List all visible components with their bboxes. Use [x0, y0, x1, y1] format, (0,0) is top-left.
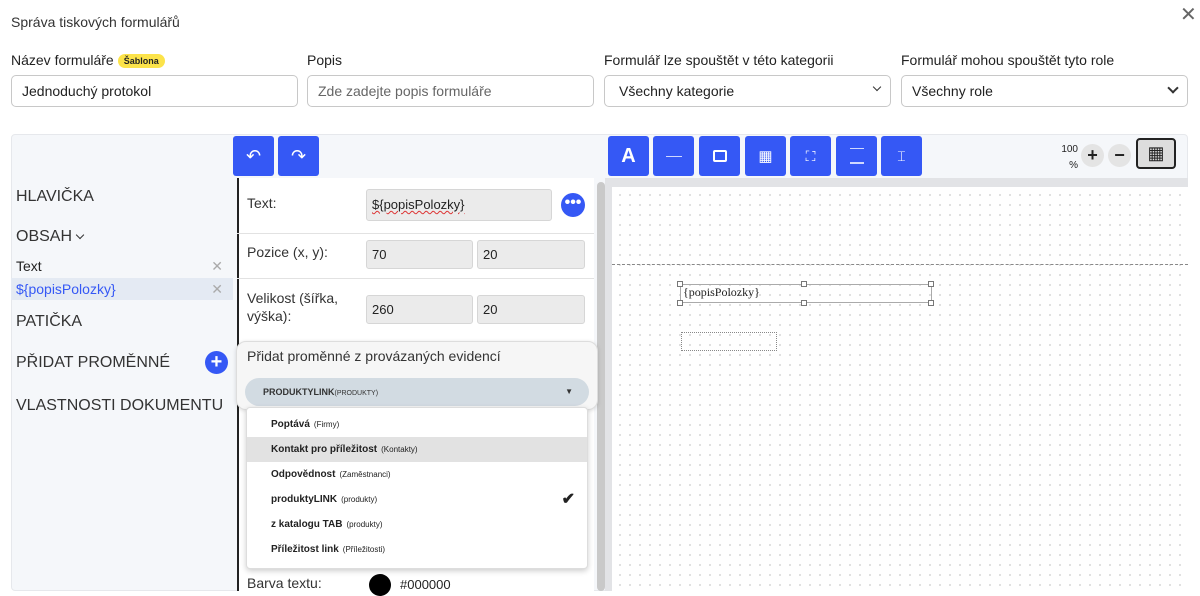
remove-icon[interactable]: ✕	[211, 258, 223, 274]
dropdown-option[interactable]: Kontakt pro příležitost (Kontakty)	[247, 437, 587, 462]
table-icon: ▦	[758, 148, 773, 165]
position-y-input[interactable]: 20	[477, 240, 585, 269]
page-break-icon: ⌶	[897, 147, 906, 164]
sidebar-item-add-variables[interactable]: PŘIDAT PROMĚNNÉ	[16, 354, 171, 371]
ellipsis-icon: •••	[564, 194, 582, 211]
caret-down-icon: ▼	[565, 387, 573, 396]
sidebar-element-variable[interactable]: ${popisPolozky} ✕	[11, 278, 233, 300]
text-color-label: Barva textu:	[247, 575, 322, 591]
header-separator	[612, 264, 1188, 265]
page-title: Správa tiskových formulářů	[11, 14, 180, 30]
divider	[237, 233, 594, 234]
dropdown-option-selected[interactable]: produktyLINK (produkty) ✔	[247, 487, 587, 512]
text-label: Text:	[247, 195, 277, 211]
section-button[interactable]	[836, 136, 877, 176]
redo-button[interactable]: ↷	[278, 136, 319, 176]
form-name-input[interactable]: Jednoduchý protokol	[11, 75, 298, 107]
fullscreen-icon: ⛶	[805, 147, 816, 164]
desc-label: Popis	[307, 52, 343, 68]
grid-icon: ▦	[1147, 143, 1165, 163]
page-break-button[interactable]	[881, 136, 922, 176]
resize-handle[interactable]	[677, 281, 683, 287]
scrollbar[interactable]	[597, 182, 605, 591]
color-swatch[interactable]	[369, 574, 391, 596]
more-options-button[interactable]	[561, 193, 585, 217]
zoom-out-button[interactable]: −	[1108, 144, 1131, 167]
popup-title: Přidat proměnné z provázaných evidencí	[247, 348, 501, 364]
chevron-down-icon	[873, 83, 881, 91]
sidebar-item-header[interactable]: HLAVIČKA	[16, 188, 94, 205]
resize-handle[interactable]	[677, 300, 683, 306]
dropdown-option[interactable]: Odpovědnost (Zaměstnanci)	[271, 469, 391, 480]
sidebar-item-footer[interactable]: PATIČKA	[16, 313, 83, 330]
width-input[interactable]: 260	[366, 295, 473, 324]
image-icon	[713, 150, 727, 162]
design-canvas[interactable]	[612, 187, 1188, 591]
grid-toggle-button[interactable]	[1136, 138, 1176, 169]
add-image-button[interactable]	[699, 136, 740, 176]
text-input[interactable]: ${popisPolozky}	[366, 189, 552, 221]
sidebar-item-content[interactable]: OBSAH	[16, 228, 83, 246]
roles-select[interactable]: Všechny role	[901, 75, 1188, 107]
add-table-button[interactable]	[745, 136, 786, 176]
chevron-down-icon	[76, 231, 84, 239]
text-color-value[interactable]: #000000	[400, 577, 451, 592]
sections-icon	[850, 148, 864, 164]
line-icon	[666, 156, 682, 157]
description-input[interactable]: Zde zadejte popis formuláře	[307, 75, 594, 107]
dropdown-option[interactable]: Poptává (Firmy)	[271, 419, 340, 430]
add-text-button[interactable]	[608, 136, 649, 176]
dropdown-option[interactable]: Příležitost link (Příležitosti)	[271, 544, 386, 555]
resize-handle[interactable]	[928, 281, 934, 287]
resize-handle[interactable]	[801, 281, 807, 287]
fullscreen-button[interactable]	[790, 136, 831, 176]
undo-button[interactable]: ↶	[233, 136, 274, 176]
height-input[interactable]: 20	[477, 295, 585, 324]
template-badge: Šablona	[118, 54, 165, 68]
position-label: Pozice (x, y):	[247, 244, 328, 260]
canvas-empty-element[interactable]	[681, 332, 777, 351]
name-label: Název formuláře Šablona	[11, 52, 165, 68]
close-icon[interactable]: ✕	[1180, 4, 1197, 26]
canvas-text-element[interactable]: {popisPolozky}	[680, 284, 932, 303]
plus-icon: +	[210, 351, 223, 373]
divider	[237, 278, 594, 279]
sidebar-element-text[interactable]: Text ✕	[11, 255, 233, 277]
resize-handle[interactable]	[928, 300, 934, 306]
linked-record-dropdown	[246, 407, 588, 569]
add-line-button[interactable]	[653, 136, 694, 176]
text-icon: A	[621, 144, 636, 167]
position-x-input[interactable]: 70	[366, 240, 473, 269]
category-label: Formulář lze spouštět v této kategorii	[604, 52, 834, 68]
chevron-down-icon	[1167, 82, 1178, 93]
resize-handle[interactable]	[801, 300, 807, 306]
zoom-level: 100 %	[1061, 144, 1078, 171]
size-label: Velikost (šířka, výška):	[247, 290, 339, 324]
roles-label: Formulář mohou spouštět tyto role	[901, 52, 1115, 68]
dropdown-option[interactable]: z katalogu TAB (produkty)	[271, 519, 383, 530]
zoom-in-button[interactable]: +	[1081, 144, 1104, 167]
remove-icon[interactable]: ✕	[211, 281, 223, 297]
category-select[interactable]: Všechny kategorie	[604, 75, 891, 107]
add-variable-button[interactable]	[205, 351, 228, 374]
linked-record-select[interactable]: PRODUKTYLINK(PRODUKTY) ▼	[245, 378, 589, 406]
sidebar-item-document-properties[interactable]: VLASTNOSTI DOKUMENTU	[16, 397, 224, 414]
checkmark-icon: ✔	[561, 491, 575, 508]
